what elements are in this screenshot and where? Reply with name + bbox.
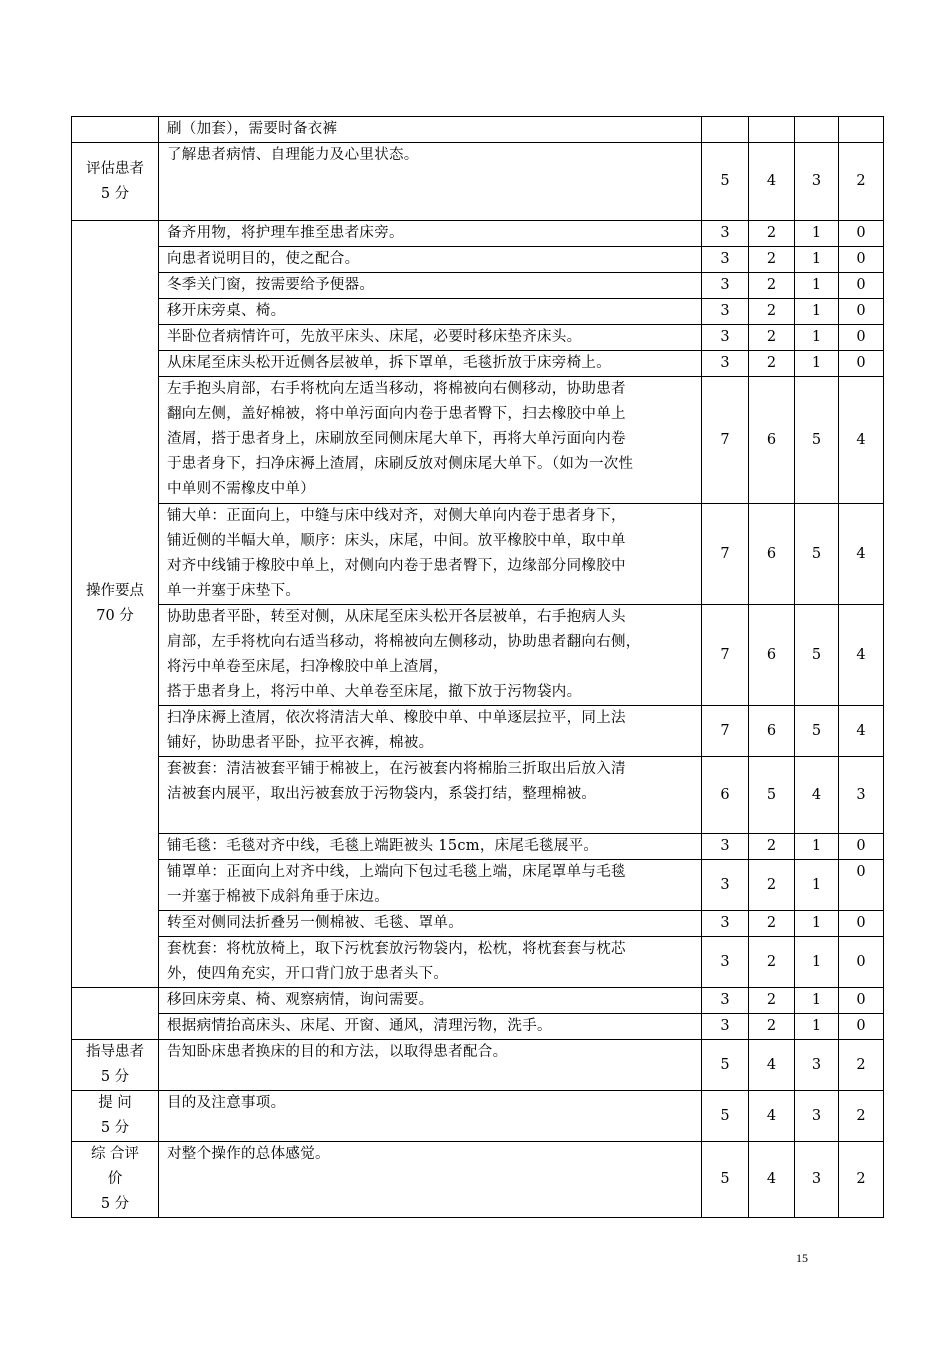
score-cell-3: 1: [795, 273, 839, 299]
score-cell-2: 2: [749, 351, 795, 377]
score-cell-2: 2: [749, 299, 795, 325]
table-row: [72, 504, 884, 605]
score-cell-1: 3: [702, 273, 749, 299]
score-cell-1: 3: [702, 221, 749, 247]
score-cell-3: 3: [795, 1142, 839, 1218]
criteria-text: 冬季关门窗，按需要给予便器。: [167, 277, 375, 293]
category-cell: [72, 1091, 159, 1142]
criteria-cell: [159, 273, 702, 299]
criteria-cell: [159, 377, 702, 504]
table-row: [72, 221, 884, 247]
criteria-text: 中单则不需橡皮中单）: [167, 481, 315, 497]
table-row: [72, 1014, 884, 1040]
criteria-cell: [159, 911, 702, 937]
criteria-text: 扫净床褥上渣屑，依次将清洁大单、橡胶中单、中单逐层拉平，同上法: [167, 710, 626, 726]
score-cell-3: 1: [795, 351, 839, 377]
score-cell-4: [839, 117, 884, 143]
criteria-text: 铺大单：正面向上，中缝与床中线对齐，对侧大单向内卷于患者身下，: [167, 508, 626, 524]
score-cell-1: 3: [702, 911, 749, 937]
category-label: 综 合评: [90, 1146, 140, 1162]
criteria-text: 刷（加套），需要时备衣裤: [167, 121, 338, 137]
criteria-text: 从床尾至床头松开近侧各层被单，拆下罩单，毛毯折放于床旁椅上。: [167, 355, 611, 371]
category-cell: [72, 221, 159, 988]
criteria-cell: [159, 1040, 702, 1091]
criteria-text: 左手抱头肩部，右手将枕向左适当移动，将棉被向右侧移动，协助患者: [167, 381, 626, 397]
category-label: 70 分: [96, 608, 134, 624]
score-cell-3: 3: [795, 1091, 839, 1142]
score-cell-2: 2: [749, 1014, 795, 1040]
score-cell-3: 4: [795, 757, 839, 834]
criteria-cell: [159, 834, 702, 860]
category-label: 指导患者: [86, 1044, 144, 1060]
score-cell-4: 4: [839, 605, 884, 706]
score-cell-3: 1: [795, 911, 839, 937]
category-cell: [72, 1142, 159, 1218]
score-cell-1: 3: [702, 860, 749, 911]
criteria-cell: [159, 937, 702, 988]
score-cell-3: [795, 117, 839, 143]
criteria-text: 移回床旁桌、椅、观察病情，询问需要。: [167, 992, 434, 1008]
table-row: [72, 860, 884, 911]
score-cell-3: 3: [795, 143, 839, 221]
score-cell-4: 2: [839, 1091, 884, 1142]
criteria-text: 翻向左侧，盖好棉被，将中单污面向内卷于患者臀下，扫去橡胶中单上: [167, 406, 626, 422]
category-cell: [72, 117, 159, 143]
criteria-text: 根据病情抬高床头、床尾、开窗、通风，清理污物，洗手。: [167, 1018, 552, 1034]
criteria-cell: [159, 1091, 702, 1142]
criteria-text: 目的及注意事项。: [167, 1095, 286, 1111]
category-label: 5 分: [100, 1069, 130, 1085]
table-row: [72, 273, 884, 299]
criteria-cell: [159, 605, 702, 706]
criteria-text: 了解患者病情、自理能力及心里状态。: [167, 147, 419, 163]
score-cell-2: 2: [749, 834, 795, 860]
score-cell-1: 3: [702, 247, 749, 273]
scoring-table: [71, 116, 884, 1218]
score-cell-2: 2: [749, 911, 795, 937]
score-cell-3: 1: [795, 834, 839, 860]
score-cell-3: 5: [795, 504, 839, 605]
score-cell-2: [749, 117, 795, 143]
criteria-text: 对齐中线铺于橡胶中单上，对侧向内卷于患者臀下，边缘部分同橡胶中: [167, 558, 626, 574]
score-cell-1: 7: [702, 706, 749, 757]
table-row: [72, 247, 884, 273]
score-cell-2: 2: [749, 221, 795, 247]
category-label: 5 分: [100, 1120, 130, 1136]
table-row: [72, 143, 884, 221]
score-cell-2: 4: [749, 1091, 795, 1142]
criteria-cell: [159, 247, 702, 273]
score-cell-3: 1: [795, 1014, 839, 1040]
category-label: 提 问: [98, 1095, 132, 1111]
table-row: [72, 757, 884, 834]
score-cell-1: 5: [702, 1142, 749, 1218]
score-cell-1: 3: [702, 834, 749, 860]
criteria-text: 肩部，左手将枕向右适当移动，将棉被向左侧移动，协助患者翻向右侧，: [167, 634, 641, 650]
score-cell-1: 3: [702, 988, 749, 1014]
criteria-text: 渣屑，搭于患者身上，床刷放至同侧床尾大单下，再将大单污面向内卷: [167, 431, 626, 447]
criteria-text: 备齐用物，将护理车推至患者床旁。: [167, 225, 404, 241]
score-cell-4: 2: [839, 143, 884, 221]
score-cell-3: 1: [795, 988, 839, 1014]
criteria-text: 套被套：清洁被套平铺于棉被上，在污被套内将棉胎三折取出后放入清: [167, 761, 626, 777]
criteria-cell: [159, 221, 702, 247]
score-cell-4: 0: [839, 834, 884, 860]
table-row: [72, 988, 884, 1014]
score-cell-2: 6: [749, 605, 795, 706]
criteria-text: 告知卧床患者换床的目的和方法，以取得患者配合。: [167, 1044, 508, 1060]
score-cell-1: 5: [702, 143, 749, 221]
criteria-cell: [159, 757, 702, 834]
criteria-text: 洁被套内展平，取出污被套放于污物袋内，系袋打结，整理棉被。: [167, 786, 597, 802]
score-cell-4: 0: [839, 299, 884, 325]
score-cell-4: 0: [839, 351, 884, 377]
score-cell-4: 0: [839, 1014, 884, 1040]
table-row: [72, 937, 884, 988]
table-row: [72, 706, 884, 757]
score-cell-3: 1: [795, 247, 839, 273]
criteria-text: 一并塞于棉被下成斜角垂于床边。: [167, 889, 389, 905]
criteria-text: 铺毛毯：毛毯对齐中线，毛毯上端距被头 15cm，床尾毛毯展平。: [167, 838, 599, 854]
scoring-table-body: [72, 117, 884, 1218]
criteria-cell: [159, 504, 702, 605]
score-cell-3: 5: [795, 377, 839, 504]
category-label: 操作要点: [86, 583, 144, 599]
criteria-text: 铺罩单：正面向上对齐中线，上端向下包过毛毯上端，床尾罩单与毛毯: [167, 864, 626, 880]
score-cell-1: 5: [702, 1040, 749, 1091]
score-cell-4: 0: [839, 325, 884, 351]
score-cell-4: 4: [839, 706, 884, 757]
criteria-text: 单一并塞于床垫下。: [167, 583, 301, 599]
criteria-text: 铺好，协助患者平卧，拉平衣裤，棉被。: [167, 735, 434, 751]
criteria-text: 半卧位者病情许可，先放平床头、床尾，必要时移床垫齐床头。: [167, 329, 582, 345]
table-row: [72, 1142, 884, 1218]
score-cell-3: 3: [795, 1040, 839, 1091]
category-label: 评估患者: [86, 160, 144, 177]
score-cell-3: 1: [795, 937, 839, 988]
table-row: [72, 377, 884, 504]
score-cell-2: 2: [749, 247, 795, 273]
criteria-text: 铺近侧的半幅大单，顺序：床头，床尾，中间。放平橡胶中单，取中单: [167, 533, 626, 549]
category-label: 5 分: [100, 1196, 130, 1212]
score-cell-4: 0: [839, 860, 884, 911]
score-cell-4: 3: [839, 757, 884, 834]
score-cell-2: 4: [749, 143, 795, 221]
criteria-cell: [159, 988, 702, 1014]
score-cell-1: 7: [702, 377, 749, 504]
table-row: [72, 605, 884, 706]
criteria-cell: [159, 1014, 702, 1040]
score-cell-2: 2: [749, 860, 795, 911]
table-row: [72, 299, 884, 325]
criteria-text: 协助患者平卧，转至对侧，从床尾至床头松开各层被单，右手抱病人头: [167, 609, 626, 625]
score-cell-2: 2: [749, 325, 795, 351]
score-cell-2: 6: [749, 377, 795, 504]
table-row: [72, 325, 884, 351]
score-cell-2: 6: [749, 504, 795, 605]
category-cell: [72, 143, 159, 221]
score-cell-1: 7: [702, 605, 749, 706]
score-cell-1: 6: [702, 757, 749, 834]
score-cell-1: 3: [702, 325, 749, 351]
criteria-cell: [159, 299, 702, 325]
score-cell-2: 4: [749, 1040, 795, 1091]
criteria-text: 向患者说明目的，使之配合。: [167, 251, 360, 267]
criteria-cell: [159, 117, 702, 143]
table-row: [72, 117, 884, 143]
table-row: [72, 351, 884, 377]
criteria-text: 套枕套：将枕放椅上，取下污枕套放污物袋内，松枕，将枕套套与枕芯: [167, 941, 626, 957]
score-cell-4: 0: [839, 247, 884, 273]
criteria-cell: [159, 1142, 702, 1218]
table-row: [72, 911, 884, 937]
score-cell-1: 3: [702, 1014, 749, 1040]
category-cell: [72, 1040, 159, 1091]
score-cell-4: 4: [839, 504, 884, 605]
table-row: [72, 1091, 884, 1142]
score-cell-1: 7: [702, 504, 749, 605]
score-cell-3: 1: [795, 325, 839, 351]
criteria-text: 外，使四角充实，开口背门放于患者头下。: [167, 966, 449, 982]
criteria-text: 转至对侧同法折叠另一侧棉被、毛毯、罩单。: [167, 915, 463, 931]
score-cell-2: 6: [749, 706, 795, 757]
table-row: [72, 834, 884, 860]
score-cell-4: 0: [839, 273, 884, 299]
criteria-cell: [159, 143, 702, 221]
score-cell-3: 1: [795, 221, 839, 247]
score-cell-2: 2: [749, 937, 795, 988]
score-cell-1: 3: [702, 937, 749, 988]
criteria-text: 将污中单卷至床尾，扫净橡胶中单上渣屑，: [167, 659, 449, 675]
score-cell-2: 4: [749, 1142, 795, 1218]
criteria-cell: [159, 351, 702, 377]
score-cell-1: 3: [702, 351, 749, 377]
score-cell-3: 1: [795, 299, 839, 325]
page-number: 15: [796, 1251, 808, 1265]
criteria-cell: [159, 706, 702, 757]
score-cell-2: 2: [749, 273, 795, 299]
score-cell-3: 5: [795, 706, 839, 757]
category-label: 5 分: [100, 185, 130, 202]
score-cell-1: 3: [702, 299, 749, 325]
criteria-text: 对整个操作的总体感觉。: [167, 1146, 330, 1162]
score-cell-3: 5: [795, 605, 839, 706]
criteria-cell: [159, 860, 702, 911]
score-cell-4: 0: [839, 988, 884, 1014]
score-cell-4: 0: [839, 937, 884, 988]
category-label: 价: [107, 1171, 123, 1187]
score-cell-1: [702, 117, 749, 143]
score-cell-4: 0: [839, 221, 884, 247]
table-row: [72, 1040, 884, 1091]
criteria-text: 于患者身下，扫净床褥上渣屑，床刷反放对侧床尾大单下。（如为一次性: [167, 456, 634, 472]
criteria-text: 搭于患者身上，将污中单、大单卷至床尾，撤下放于污物袋内。: [167, 684, 582, 700]
score-cell-1: 5: [702, 1091, 749, 1142]
criteria-cell: [159, 325, 702, 351]
score-cell-4: 0: [839, 911, 884, 937]
score-cell-3: 1: [795, 860, 839, 911]
criteria-text: 移开床旁桌、椅。: [167, 303, 286, 319]
score-cell-4: 4: [839, 377, 884, 504]
category-cell: [72, 988, 159, 1040]
score-cell-4: 2: [839, 1142, 884, 1218]
score-cell-4: 2: [839, 1040, 884, 1091]
score-cell-2: 5: [749, 757, 795, 834]
score-cell-2: 2: [749, 988, 795, 1014]
